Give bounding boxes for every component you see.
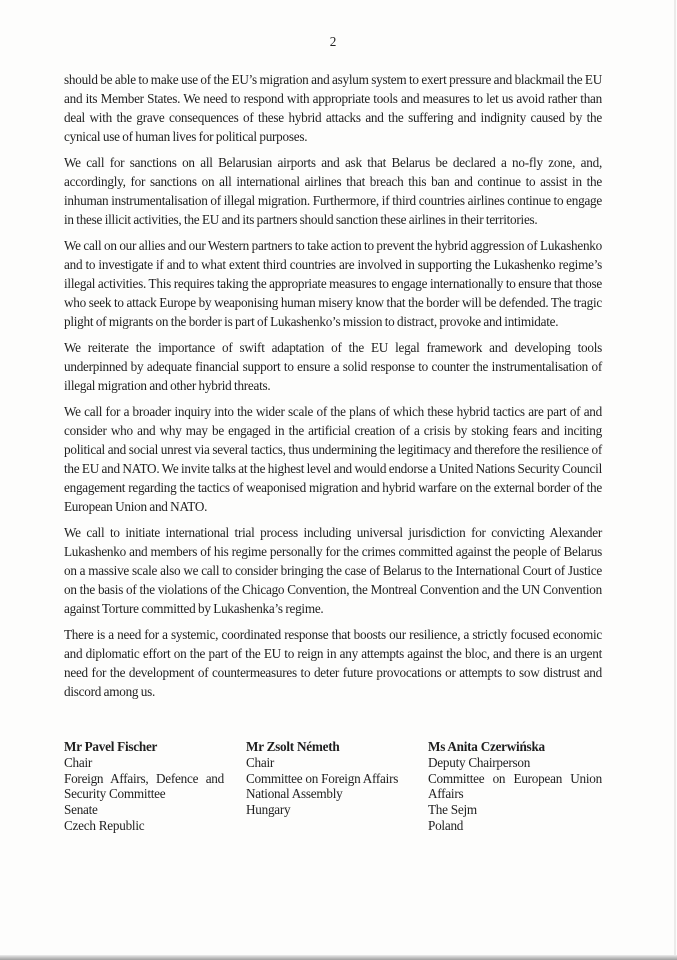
signature-block [64, 739, 602, 834]
signatory-country: Hungary [246, 802, 291, 818]
signatory-country: Poland [428, 817, 464, 833]
page-content [64, 34, 602, 834]
signatory-column [64, 739, 224, 834]
body-paragraph: We reiterate the importance of swift adaptation of the EU legal framework and developing tools underpinned by adequate financial support to ensure a solid response to counter the instrumentalisation of illegal migration and other hybrid threats. [64, 340, 602, 393]
signatory-committee: Committee on European Union Affairs [428, 770, 602, 802]
signatory-column [428, 739, 602, 834]
signatory-chamber: National Assembly [246, 786, 343, 802]
signatory-name: Mr Zsolt Németh [246, 739, 340, 754]
scan-edge-bottom [0, 955, 677, 960]
signatory-column [246, 739, 406, 834]
body-paragraph: There is a need for a systemic, coordinated response that boosts our resilience, a strictly focused economic and diplomatic effort on the part of the EU to reign in any attempts against the bloc, and there is an urgent need for the development of countermeasures to deter future provocations or attempts to sow distrust and discord among us. [64, 627, 602, 699]
body-paragraph: We call to initiate international trial process including universal jurisdiction for convicting Alexander Lukashenko and members of his regime personally for the crimes committed against the people of Belarus on a massive scale also we call to consider bringing the case of Belarus to the International Court of Justice on the basis of the violations of the Chicago Convention, the Montreal Convention and the UN Convention against Torture committed by Lukashenka’s regime. [64, 525, 602, 616]
signatory-title: Deputy Chairperson [428, 754, 531, 770]
signatory-title: Chair [64, 754, 93, 770]
signatory-name: Ms Anita Czerwińska [428, 739, 545, 754]
signatory-chamber: Senate [64, 802, 98, 818]
body-paragraph: should be able to make use of the EU’s migration and asylum system to exert pressure and blackmail the EU and its Member States. We need to respond with appropriate tools and measures to let us avoid rather than deal with the grave consequences of these hybrid attacks and the suffering and indignity caused by the cynical use of human lives for political purposes. [64, 72, 602, 144]
signatory-chamber: The Sejm [428, 802, 477, 818]
body-paragraph: We call for a broader inquiry into the wider scale of the plans of which these hybrid tactics are part of and consider who and why may be engaged in the artificial creation of a crisis by stoking fears and inciting political and social unrest via several tactics, thus undermining the legitimacy and therefore the resilience of the EU and NATO. We invite talks at the highest level and would endorse a United Nations Security Council engagement regarding the tactics of weaponised migration and hybrid warfare on the external border of the European Union and NATO. [64, 404, 602, 514]
body-paragraph: We call on our allies and our Western partners to take action to prevent the hybrid aggression of Lukashenko and to investigate if and to what extent third countries are involved in supporting the Lukashenko regime’s illegal activities. This requires taking the appropriate measures to engage internationally to ensure that those who seek to attack Europe by weaponising human misery know that the border will be defended. The tragic plight of migrants on the border is part of Lukashenko’s mission to distract, provoke and intimidate. [64, 238, 602, 329]
signatory-committee: Foreign Affairs, Defence and Security Committee [64, 770, 224, 802]
signatory-country: Czech Republic [64, 817, 145, 833]
body-paragraph: We call for sanctions on all Belarusian airports and ask that Belarus be declared a no-fly zone, and, accordingly, for sanctions on all international airlines that breach this ban and continue to assist in the inhuman instrumentalisation of illegal migration. Furthermore, if third countries airlines continue to engage in these illicit activities, the EU and its partners should sanction these airlines in their territories. [64, 155, 602, 227]
page-number: 2 [329, 34, 337, 49]
signatory-committee: Committee on Foreign Affairs [246, 770, 399, 786]
scan-edge-right [674, 0, 676, 960]
signatory-name: Mr Pavel Fischer [64, 739, 158, 754]
signatory-title: Chair [246, 754, 275, 770]
